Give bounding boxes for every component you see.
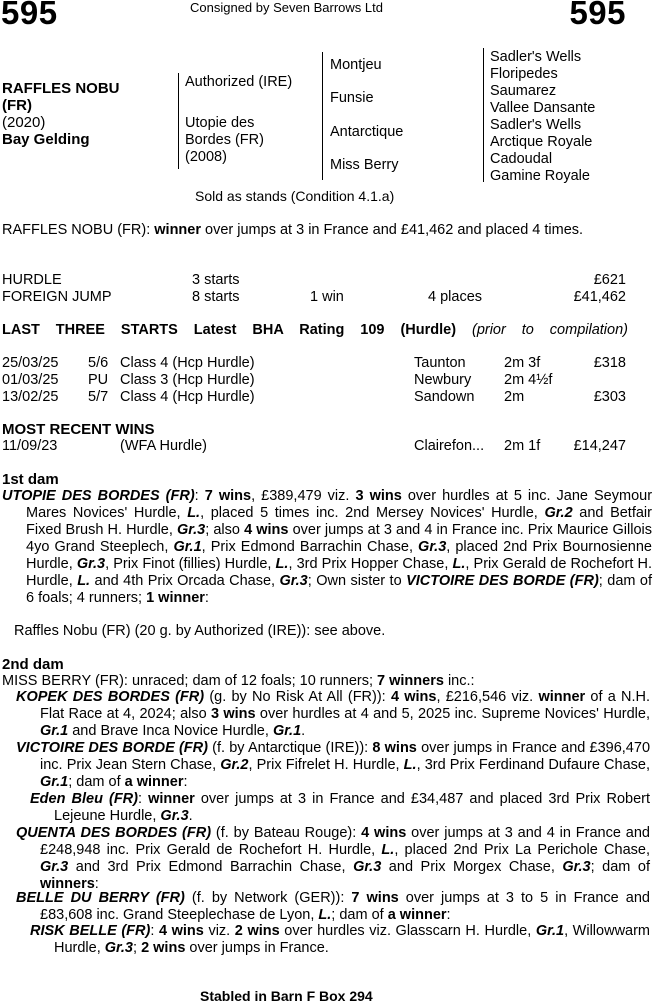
race-grade: Gr.1 xyxy=(272,723,302,739)
text: : xyxy=(204,590,209,606)
great-grandparents xyxy=(490,49,595,185)
sale-condition: Sold as stands (Condition 4.1.a) xyxy=(195,188,395,204)
text: : xyxy=(137,791,149,807)
race-grade: L. xyxy=(318,907,332,923)
race-grade: Gr.3 xyxy=(76,556,106,572)
emphasis: 7 wins xyxy=(351,890,399,906)
emphasis: 2 wins xyxy=(234,923,280,939)
progeny-victoire xyxy=(16,740,650,791)
text: , 3rd Prix Ferdinand Dufaure Chase, xyxy=(416,757,650,773)
progeny-eden xyxy=(30,791,650,825)
progeny-name: KOPEK DES BORDES (FR) xyxy=(16,689,205,705)
text: (f. by Network (GER)): xyxy=(184,890,352,906)
start-row xyxy=(2,355,626,372)
emphasis: 3 wins xyxy=(355,488,402,504)
text: . xyxy=(301,723,306,739)
emphasis: a winner xyxy=(124,774,184,790)
race-grade: Gr.2 xyxy=(220,757,249,773)
first-dam-heading: 1st dam xyxy=(2,471,59,488)
emphasis: a winner xyxy=(387,907,447,923)
ancestor: Arctique Royale xyxy=(490,134,593,150)
record-row xyxy=(2,289,626,306)
race-grade: Gr.3 xyxy=(160,808,189,824)
race-grade: L. xyxy=(275,556,289,572)
text: ; dam of xyxy=(68,774,125,790)
horse-details xyxy=(2,80,120,148)
race-grade: Gr.3 xyxy=(40,859,69,875)
emphasis: 2 wins xyxy=(141,940,186,956)
text: ; also xyxy=(205,522,245,538)
race-grade: Gr.3 xyxy=(177,522,206,538)
ancestor: Vallee Dansante xyxy=(490,100,596,116)
emphasis: winner xyxy=(538,689,586,705)
text: ; dam of 6 foals; 4 runners; xyxy=(26,573,653,606)
emphasis: 4 wins xyxy=(158,923,204,939)
last-three-title: LAST THREE STARTS Latest BHA Rating 109 (Hurdle) xyxy=(2,322,457,338)
start-date: 13/02/25 xyxy=(2,389,59,405)
race-grade: Gr.1 xyxy=(40,774,69,790)
record-earnings: £621 xyxy=(593,272,626,288)
text: over jumps at 3 and 4 in France and £248,948 inc. Prix Gerald de Rochefort H. Hurdle, xyxy=(40,825,650,858)
start-date: 25/03/25 xyxy=(2,355,59,371)
text: . xyxy=(188,808,193,824)
emphasis: winner xyxy=(148,791,195,807)
summary-winner: winner xyxy=(154,222,201,238)
dam xyxy=(185,115,264,166)
progeny-name: VICTOIRE DES BORDE (FR) xyxy=(16,740,208,756)
pedigree-bracket xyxy=(483,48,484,182)
text: : xyxy=(446,907,451,923)
text: over jumps at 3 and 4 in France inc. Prix Maurice Gillois 4yo Grand Steeplech, xyxy=(26,522,652,555)
ancestor: Cadoudal xyxy=(490,151,553,167)
emphasis: 3 wins xyxy=(210,706,256,722)
win-course: Clairefon... xyxy=(414,438,485,454)
win-distance: 2m 1f xyxy=(504,438,541,454)
dam-line: Utopie des xyxy=(185,115,255,131)
horse-description: Bay Gelding xyxy=(2,131,90,148)
lot-number-left: 595 xyxy=(1,0,58,31)
text: (g. by No Risk At All (FR)): xyxy=(204,689,391,705)
granddam: Funsie xyxy=(330,90,374,106)
start-position: 5/7 xyxy=(88,389,109,405)
text: , placed 2nd Prix Bournosienne Hurdle, xyxy=(26,539,652,572)
summary-rest: over jumps at 3 in France and £41,462 and placed 4 times. xyxy=(205,222,584,238)
first-dam-text xyxy=(2,488,652,607)
win-race: (WFA Hurdle) xyxy=(120,438,208,454)
racing-summary xyxy=(2,222,658,239)
lot-number-right: 595 xyxy=(569,0,626,31)
progeny-name: QUENTA DES BORDES (FR) xyxy=(16,825,212,841)
text: and Brave Inca Novice Hurdle, xyxy=(68,723,273,739)
text: inc.: xyxy=(443,673,475,689)
text: over hurdles at 4 and 5, 2025 inc. Supreme Novices' Hurdle, xyxy=(255,706,650,722)
start-course: Taunton xyxy=(414,355,466,371)
horse-year: (2020) xyxy=(2,114,46,131)
text: : xyxy=(194,488,205,504)
text: : xyxy=(150,923,159,939)
second-dam-heading: 2nd dam xyxy=(2,656,64,673)
race-grade: Gr.1 xyxy=(173,539,202,555)
pedigree-bracket xyxy=(178,73,179,169)
record-places: 4 places xyxy=(428,289,483,305)
text: (f. by Antarctique (IRE)): xyxy=(207,740,373,756)
sibling-name: VICTOIRE DES BORDE (FR) xyxy=(406,573,599,589)
first-dam-produce: Raffles Nobu (FR) (20 g. by Authorized (IRE)): see above. xyxy=(14,623,386,639)
text: , £389,479 viz. xyxy=(251,488,356,504)
text: MISS BERRY (FR): unraced; dam of 12 foals; 10 runners; xyxy=(2,673,378,689)
text: ; dam of xyxy=(331,907,388,923)
emphasis: 4 wins xyxy=(244,522,289,538)
race-grade: L. xyxy=(187,505,201,521)
text: , Willowwarm Hurdle, xyxy=(54,923,651,956)
record-type: HURDLE xyxy=(2,272,62,288)
emphasis: 1 winner xyxy=(146,590,205,606)
ancestor: Sadler's Wells xyxy=(490,117,582,133)
record-row xyxy=(2,272,626,289)
grandsire: Montjeu xyxy=(330,57,382,73)
progeny-quenta xyxy=(16,825,650,893)
win-prize: £14,247 xyxy=(573,438,626,454)
emphasis: 4 wins xyxy=(390,689,437,705)
record-earnings: £41,462 xyxy=(573,289,626,305)
start-position: PU xyxy=(88,372,109,388)
text: ; xyxy=(133,940,142,956)
text: over hurdles viz. Glasscarn H. Hurdle, xyxy=(279,923,536,939)
progeny-risk xyxy=(30,923,650,957)
start-race: Class 4 (Hcp Hurdle) xyxy=(120,355,255,371)
start-distance: 2m 4½f xyxy=(504,372,553,388)
text: over hurdles at 5 inc. Jane Seymour Mares Novices' Hurdle, xyxy=(26,488,653,521)
text: , Prix Fifrelet H. Hurdle, xyxy=(248,757,404,773)
start-date: 01/03/25 xyxy=(2,372,59,388)
last-three-note: (prior to compilation) xyxy=(471,322,628,338)
race-grade: Gr.1 xyxy=(40,723,69,739)
progeny-kopek xyxy=(16,689,650,740)
emphasis: winners xyxy=(40,876,95,892)
race-grade: L. xyxy=(77,573,91,589)
race-grade: L. xyxy=(381,842,395,858)
text: over jumps at 3 in France and £34,487 and placed 3rd Prix Robert Lejeune Hurdle, xyxy=(54,791,650,824)
record-starts: 3 starts xyxy=(192,272,240,288)
race-grade: L. xyxy=(452,556,466,572)
start-distance: 2m 3f xyxy=(504,355,541,371)
text: over jumps at 3 to 5 in France and £83,608 inc. Grand Steeplechase de Lyon, xyxy=(40,890,650,923)
last-three-heading xyxy=(2,322,628,339)
recent-wins-heading: MOST RECENT WINS xyxy=(2,421,155,438)
emphasis: 4 wins xyxy=(361,825,407,841)
win-date: 11/09/23 xyxy=(2,438,58,454)
text: over jumps in France and £396,470 inc. Prix Jean Stern Chase, xyxy=(40,740,651,773)
text: ; dam of xyxy=(590,859,650,875)
race-grade: Gr.3 xyxy=(279,573,308,589)
text: and 3rd Prix Edmond Barrachin Chase, xyxy=(68,859,354,875)
race-grade: Gr.3 xyxy=(104,940,133,956)
text: (f. by Bateau Rouge): xyxy=(211,825,362,841)
race-grade: Gr.1 xyxy=(535,923,565,939)
record-starts: 8 starts xyxy=(192,289,240,305)
text: , 3rd Prix Hopper Chase, xyxy=(288,556,453,572)
text: and Prix Morgex Chase, xyxy=(381,859,563,875)
start-row xyxy=(2,389,626,406)
text: , Prix Gerald de Rochefort H. Hurdle, xyxy=(26,556,652,589)
record-type: FOREIGN JUMP xyxy=(2,289,112,305)
start-race: Class 4 (Hcp Hurdle) xyxy=(120,389,255,405)
record-wins: 1 win xyxy=(310,289,344,305)
progeny-belle xyxy=(16,890,650,924)
emphasis: 8 wins xyxy=(372,740,417,756)
start-distance: 2m xyxy=(504,389,525,405)
progeny-name: Eden Bleu (FR) xyxy=(30,791,138,807)
dam-line: (2008) xyxy=(185,149,227,165)
text: and 4th Prix Orcada Chase, xyxy=(90,573,280,589)
text: : xyxy=(183,774,188,790)
dam-name: UTOPIE DES BORDES (FR) xyxy=(2,488,195,504)
text: : xyxy=(94,876,99,892)
text: ; Own sister to xyxy=(307,573,407,589)
start-race: Class 3 (Hcp Hurdle) xyxy=(120,372,255,388)
start-prize: £318 xyxy=(593,355,626,371)
ancestor: Gamine Royale xyxy=(490,168,590,184)
text: , placed 5 times inc. 2nd Mersey Novices' Hurdle, xyxy=(200,505,545,521)
text: , Prix Finot (fillies) Hurdle, xyxy=(105,556,276,572)
race-grade: Gr.3 xyxy=(418,539,447,555)
start-course: Sandown xyxy=(414,389,475,405)
text: viz. xyxy=(203,923,235,939)
text: and Betfair Fixed Brush H. Hurdle, xyxy=(26,505,652,538)
race-grade: Gr.3 xyxy=(353,859,382,875)
emphasis: 7 winners xyxy=(377,673,444,689)
dam-line: Bordes (FR) xyxy=(185,132,264,148)
start-course: Newbury xyxy=(414,372,472,388)
text: , £216,546 viz. xyxy=(436,689,539,705)
consignor: Consigned by Seven Barrows Ltd xyxy=(190,0,383,15)
horse-name-suffix: (FR) xyxy=(2,97,32,114)
text: over jumps in France. xyxy=(185,940,329,956)
progeny-name: RISK BELLE (FR) xyxy=(30,923,151,939)
text: of a N.H. Flat Race at 4, 2024; also xyxy=(40,689,651,722)
ancestor: Sadler's Wells xyxy=(490,49,582,65)
emphasis: 7 wins xyxy=(204,488,252,504)
text: , Prix Edmond Barrachin Chase, xyxy=(201,539,419,555)
start-row xyxy=(2,372,626,389)
second-dam-intro xyxy=(2,673,475,690)
horse-name: RAFFLES NOBU xyxy=(2,80,120,97)
race-grade: Gr.3 xyxy=(562,859,591,875)
ancestor: Saumarez xyxy=(490,83,557,99)
pedigree-bracket xyxy=(322,52,323,180)
start-position: 5/6 xyxy=(88,355,109,371)
start-prize: £303 xyxy=(593,389,626,405)
text: , placed 2nd Prix La Perichole Chase, xyxy=(394,842,650,858)
summary-name: RAFFLES NOBU (FR): xyxy=(2,222,151,238)
stabling-info: Stabled in Barn F Box 294 xyxy=(200,988,373,1004)
race-grade: Gr.2 xyxy=(544,505,573,521)
sire: Authorized (IRE) xyxy=(185,74,293,90)
progeny-name: BELLE DU BERRY (FR) xyxy=(16,890,185,906)
ancestor: Floripedes xyxy=(490,66,558,82)
granddam: Miss Berry xyxy=(330,157,399,173)
race-grade: L. xyxy=(403,757,417,773)
grandsire: Antarctique xyxy=(330,124,404,140)
win-row xyxy=(2,438,626,455)
